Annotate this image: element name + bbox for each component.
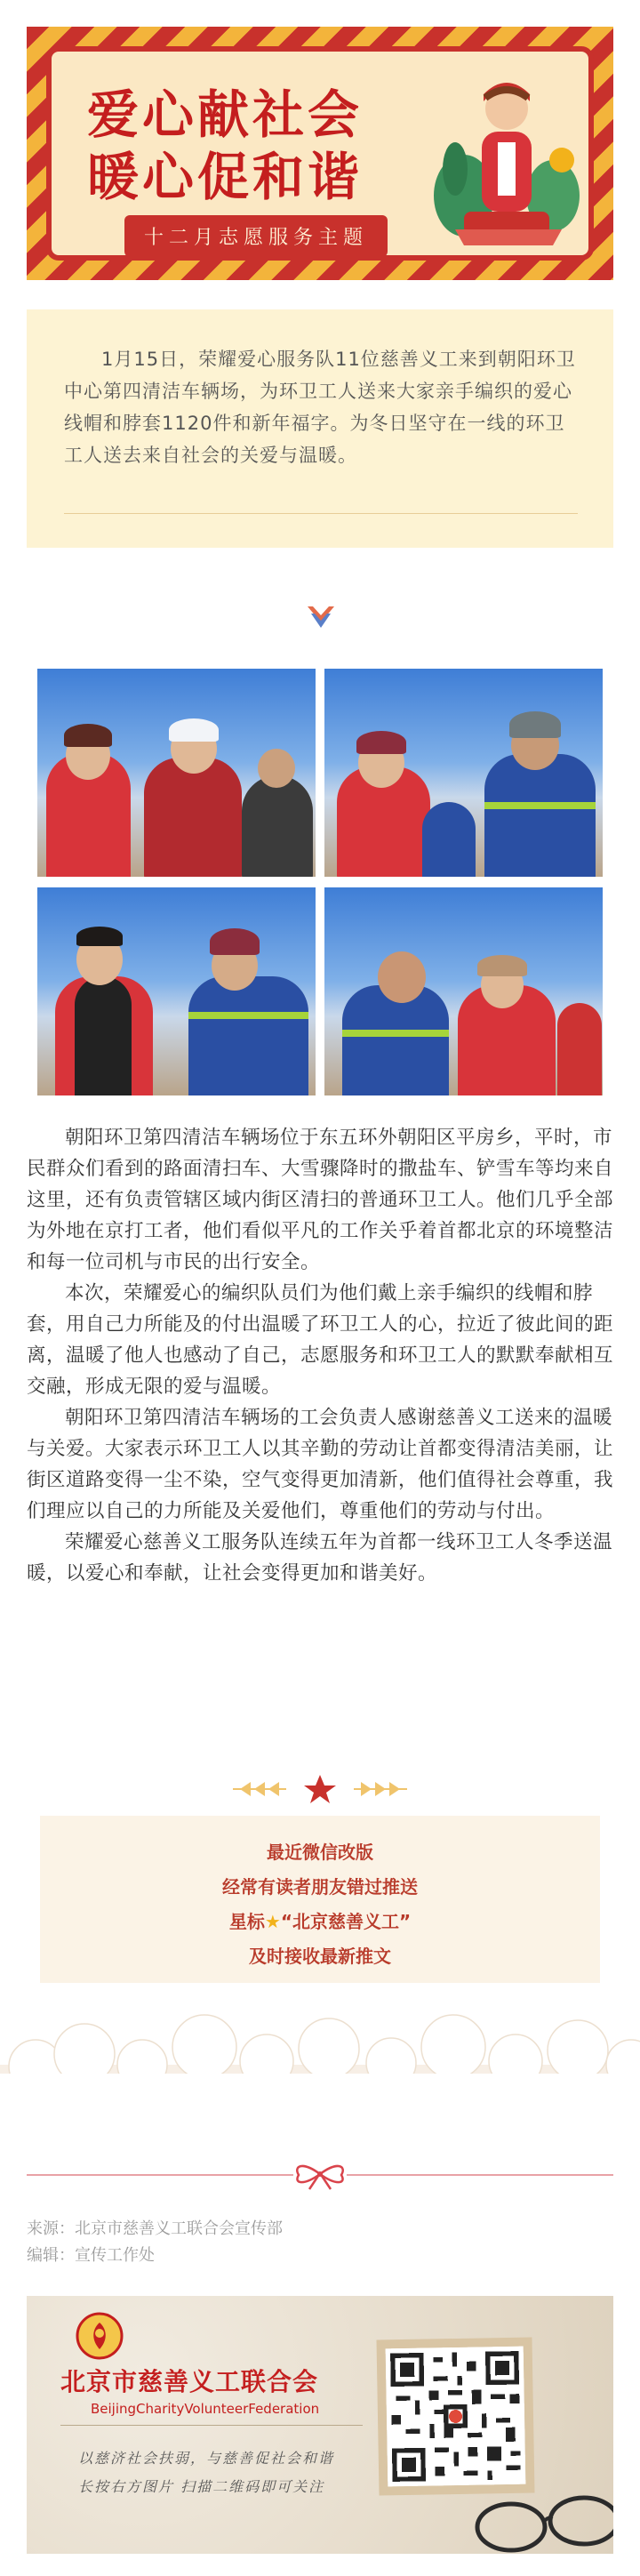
- intro-box: [27, 309, 613, 548]
- federation-logo: [76, 2312, 124, 2360]
- qr-code-frame: [376, 2337, 534, 2495]
- credit-source: 来源：北京市慈善义工联合会宣传部: [27, 2219, 283, 2238]
- intro-divider: [64, 513, 578, 514]
- credit-editor: 编辑：宣传工作处: [27, 2246, 155, 2265]
- bow-icon: [0, 2159, 640, 2191]
- intro-text: 1月15日，荣耀爱心服务队11位慈善义工来到朝阳环卫中心第四清洁车辆场，为环卫工人送来大家亲手编织的爱心线帽和脖套1120件和新年福字。为冬日坚守在一线的环卫工人送去来自社会的关爱与温暖。: [64, 349, 576, 466]
- credits: [27, 2216, 283, 2269]
- notice-line-1: 最近微信改版: [267, 1842, 373, 1863]
- photo-1: [37, 669, 316, 877]
- article-body: [27, 1122, 613, 1589]
- notice-line-3-suffix: “北京慈善义工”: [280, 1911, 412, 1932]
- federation-card: [27, 2296, 613, 2554]
- follow-notice: [40, 1816, 600, 1983]
- wheat-icon: [233, 1782, 286, 1796]
- body-paragraph-2: 本次，荣耀爱心的编织队员们为他们戴上亲手编织的线帽和脖套，用自己力所能及的付出温暖了环卫工人的心，拉近了彼此间的距离，温暖了他人也感动了自己，志愿服务和环卫工人的默默奉献相互交融，形成无限的爱与温暖。: [27, 1282, 614, 1398]
- notice-line-3-prefix: 星标: [228, 1911, 265, 1932]
- banner-panel: [46, 46, 594, 261]
- body-paragraph-1: 朝阳环卫第四清洁车辆场位于东五环外朝阳区平房乡，平时，市民群众们看到的路面清扫车、大雪骤降时的撒盐车、铲雪车等均来自这里，还有负责管辖区域内街区清扫的普通环卫工人。他们几乎全部为外地在京打工者，他们看似平凡的工作关乎着首都北京的环境整洁和每一位司机与市民的出行安全。: [27, 1127, 614, 1273]
- header-banner: [27, 27, 613, 280]
- qr-code[interactable]: [386, 2347, 526, 2487]
- body-paragraph-3: 朝阳环卫第四清洁车辆场的工会负责人感谢慈善义工送来的温暖与关爱。大家表示环卫工人以其辛勤的劳动让首都变得清洁美丽，让街区道路变得一尘不染，空气变得更加清新，他们值得社会尊重，我们理应以自己的力所能及关爱他们，尊重他们的劳动与付出。: [27, 1407, 614, 1522]
- volunteer-illustration: [428, 62, 580, 249]
- banner-title: [87, 84, 363, 208]
- cloud-decoration: [0, 2011, 640, 2109]
- star-icon: [304, 1775, 336, 1803]
- scan-instruction: 长按右方图片 扫描二维码即可关注: [78, 2478, 325, 2495]
- notice-line-2: 经常有读者朋友错过推送: [222, 1876, 418, 1898]
- banner-title-line2: 暖心促和谐: [87, 147, 364, 207]
- federation-name-en: BeijingCharityVolunteerFederation: [91, 2401, 320, 2417]
- chevron-down-icon: [306, 601, 336, 633]
- glasses-icon: [467, 2478, 613, 2554]
- notice-line-3: [40, 1905, 600, 1939]
- notice-line-4: 及时接收最新推文: [249, 1946, 391, 1967]
- federation-divider: [60, 2425, 363, 2426]
- photo-4: [324, 887, 603, 1095]
- body-paragraph-4: 荣耀爱心慈善义工服务队连续五年为首都一线环卫工人冬季送温暖，以爱心和奉献，让社会变得更加和谐美好。: [27, 1531, 613, 1585]
- photo-2: [324, 669, 603, 877]
- federation-slogan: 以慈济社会扶弱，与慈善促社会和谐: [78, 2450, 335, 2467]
- star-icon: ★: [264, 1911, 281, 1932]
- star-divider: [0, 1769, 640, 1805]
- banner-subtitle: 十二月志愿服务主题: [124, 215, 388, 257]
- federation-name: 北京市慈善义工联合会: [60, 2367, 319, 2396]
- banner-title-line1: 爱心献社会: [87, 84, 364, 145]
- photo-3: [37, 887, 316, 1095]
- wheat-icon: [354, 1782, 407, 1796]
